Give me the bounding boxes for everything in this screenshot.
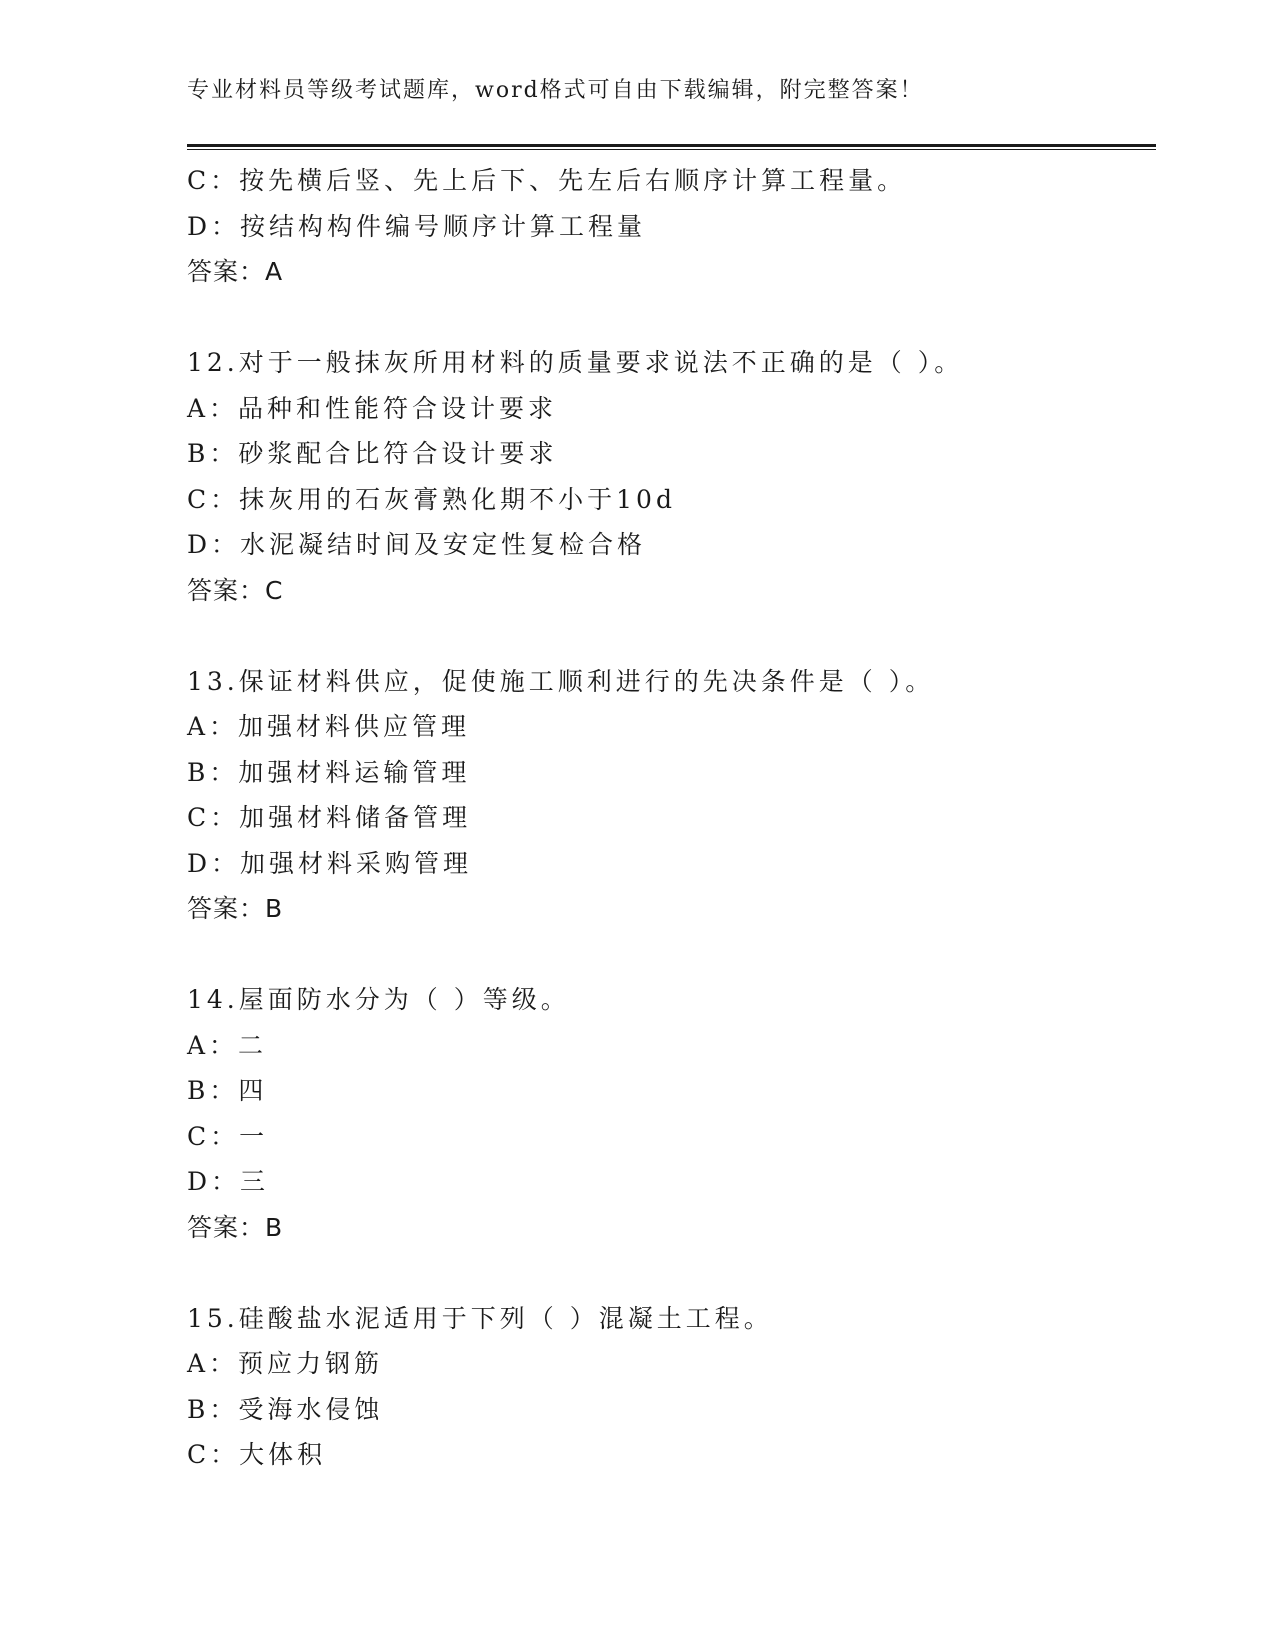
option-c: C：加强材料储备管理 — [187, 803, 472, 832]
question-11-continued — [187, 158, 1156, 295]
option-a: A：预应力钢筋 — [187, 1349, 384, 1378]
question-stem: 15.硅酸盐水泥适用于下列（ ）混凝土工程。 — [187, 1303, 773, 1333]
option-a: A：品种和性能符合设计要求 — [187, 393, 558, 423]
option-c: C：抹灰用的石灰膏熟化期不小于10d — [187, 484, 676, 514]
answer-line: 答案：C — [187, 575, 284, 605]
question-12 — [187, 340, 1156, 613]
question-stem: 14.屋面防水分为（ ）等级。 — [187, 985, 570, 1014]
option-a: A：二 — [187, 1030, 268, 1060]
question-13 — [187, 659, 1156, 932]
answer-line: 答案：B — [187, 894, 284, 923]
option-c: C：大体积 — [187, 1440, 327, 1469]
answer-line: 答案：A — [187, 257, 284, 286]
option-b: B：四 — [187, 1076, 268, 1105]
option-d: D：三 — [187, 1167, 270, 1196]
option-d: D：水泥凝结时间及安定性复检合格 — [187, 530, 647, 559]
question-stem: 12.对于一般抹灰所用材料的质量要求说法不正确的是（ ）。 — [187, 348, 964, 377]
option-d: D：加强材料采购管理 — [187, 848, 473, 878]
option-b: B：加强材料运输管理 — [187, 757, 471, 787]
option-b: B：砂浆配合比符合设计要求 — [187, 439, 558, 468]
question-stem: 13.保证材料供应，促使施工顺利进行的先决条件是（ ）。 — [187, 666, 935, 696]
page-header-text: 专业材料员等级考试题库，word格式可自由下载编辑，附完整答案！ — [187, 78, 924, 103]
option-c: C：一 — [187, 1121, 269, 1151]
option-a: A：加强材料供应管理 — [187, 712, 471, 741]
answer-line: 答案：B — [187, 1212, 284, 1242]
question-list — [187, 158, 1156, 1478]
question-14 — [187, 977, 1156, 1250]
option-d: D：按结构构件编号顺序计算工程量 — [187, 211, 647, 241]
option-c: C：按先横后竖、先上后下、先左后右顺序计算工程量。 — [187, 166, 907, 195]
question-15 — [187, 1296, 1156, 1478]
option-b: B：受海水侵蚀 — [187, 1394, 384, 1424]
header-divider — [187, 144, 1156, 147]
